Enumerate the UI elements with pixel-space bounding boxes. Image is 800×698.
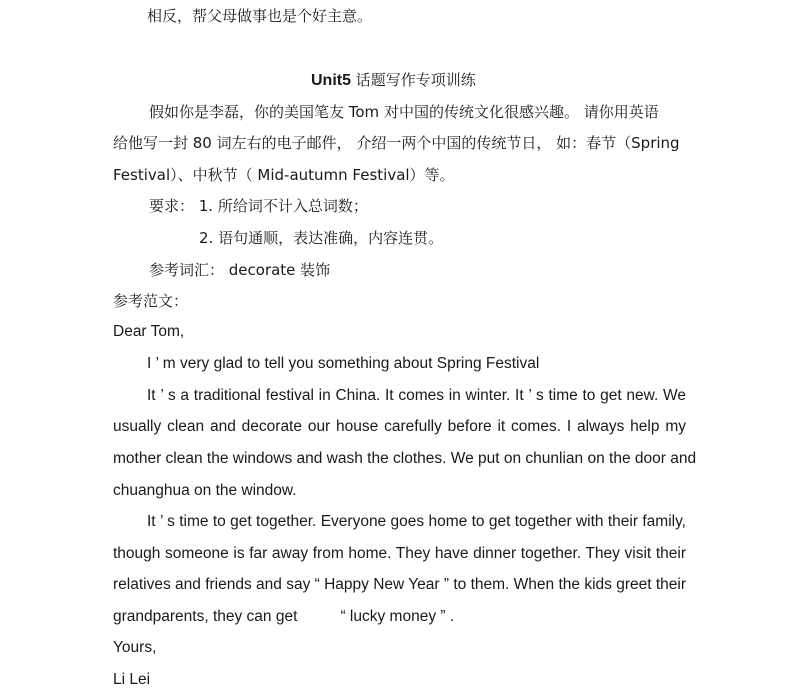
unit-title-number: Unit5 <box>311 72 351 89</box>
text-line-intro-end: 相反，帮父母做事也是个好主意。 <box>147 7 373 25</box>
letter-signature: Li Lei <box>113 671 151 688</box>
letter-paragraph-2-line-3: mother clean the windows and wash the clothes. We put on chunlian on the door and <box>113 450 697 467</box>
requirement-1: 要求： 1. 所给词不计入总词数； <box>149 197 368 215</box>
letter-paragraph-3-line-3: relatives and friends and say “ Happy New Year ” to them. When the kids greet their <box>113 576 686 593</box>
unit-title-text: 话题写作专项训练 <box>351 71 476 89</box>
letter-paragraph-3-line-2: though someone is far away from home. They have dinner together. They visit their <box>113 545 686 562</box>
unit-title <box>311 70 476 91</box>
letter-paragraph-1: I ’ m very glad to tell you something about Spring Festival <box>147 355 540 372</box>
letter-paragraph-3-line-4: grandparents, they can get “ lucky money ” . <box>113 608 455 625</box>
prompt-line-1: 假如你是李磊，你的美国笔友 Tom 对中国的传统文化很感兴趣。 请你用英语 <box>149 103 659 121</box>
reference-vocabulary: 参考词汇： decorate 装饰 <box>149 261 331 279</box>
letter-paragraph-3-line-1: It ’ s time to get together. Everyone goes home to get together with their family, <box>147 513 686 530</box>
letter-closing: Yours, <box>113 639 157 656</box>
requirement-2: 2. 语句通顺，表达准确，内容连贯。 <box>199 229 444 247</box>
letter-paragraph-2-line-4: chuanghua on the window. <box>113 482 297 499</box>
letter-salutation: Dear Tom, <box>113 323 185 340</box>
prompt-line-2: 给他写一封 80 词左右的电子邮件， 介绍一两个中国的传统节日， 如：春节（Spring <box>113 134 680 152</box>
sample-heading: 参考范文： <box>113 292 189 310</box>
prompt-line-3: Festival）、中秋节（ Mid-autumn Festival）等。 <box>113 166 455 184</box>
letter-paragraph-2-line-1: It ’ s a traditional festival in China. It comes in winter. It ’ s time to get new. We <box>147 387 686 404</box>
letter-paragraph-2-line-2: usually clean and decorate our house carefully before it comes. I always help my <box>113 418 686 435</box>
